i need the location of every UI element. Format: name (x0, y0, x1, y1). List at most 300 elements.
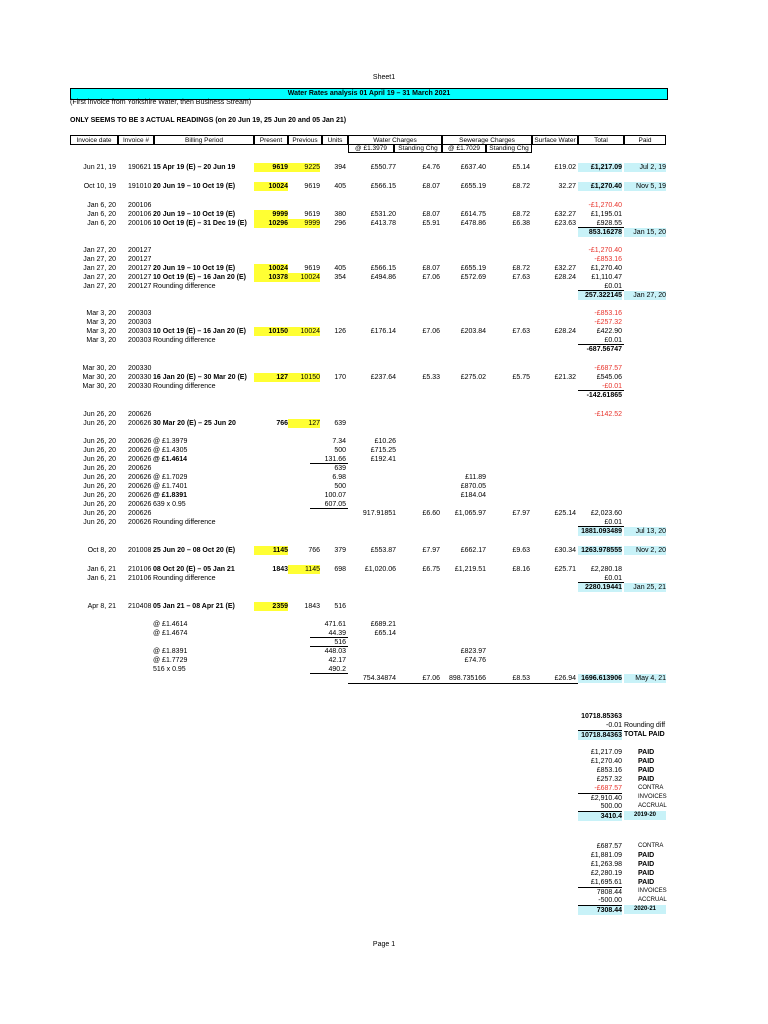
cell-period: @ £1.4614 (153, 621, 188, 628)
cell-wsc: £7.06 (422, 675, 440, 682)
cell-present: 10150 (254, 327, 288, 336)
cell-period: 16 Jan 20 (E) – 30 Mar 20 (E) (153, 374, 247, 381)
cell-inv: 210408 (128, 603, 152, 610)
cell-present: 1843 (272, 566, 288, 573)
cell-total: 1263.978555 (578, 546, 622, 555)
cell-date: Jan 27, 20 (83, 274, 116, 281)
summary-value: £1,881.09 (590, 852, 622, 859)
cell-units: 44.39 (328, 630, 346, 637)
cell-present: 10024 (254, 182, 288, 191)
cell-present: 1145 (254, 546, 288, 555)
summary-rounding-value: -0.01 (606, 722, 622, 729)
cell-inv: 200626 (128, 510, 152, 517)
summary-label: PAID (638, 767, 655, 774)
cell-total: 2280.19441 (578, 583, 622, 592)
summary-label: PAID (638, 870, 655, 877)
header-sewerage-rate: @ £1.7029 (442, 144, 486, 153)
cell-inv: 200626 (128, 492, 152, 499)
cell-total: £1,270.40 (590, 265, 622, 272)
cell-total: -£1,270.40 (588, 202, 622, 209)
cell-date: Mar 3, 20 (86, 319, 116, 326)
cell-date: Jun 26, 20 (83, 474, 116, 481)
summary-total-paid-label: TOTAL PAID (624, 731, 665, 738)
cell-date: Jan 27, 20 (83, 265, 116, 272)
cell-surf: £25.71 (554, 566, 576, 573)
cell-date: Mar 30, 20 (82, 365, 116, 372)
cell-surf: £28.24 (554, 274, 576, 281)
header-units: Units (322, 135, 348, 145)
cell-units: 380 (334, 211, 346, 218)
summary-value: £1,263.98 (590, 861, 622, 868)
cell-total: £0.01 (604, 519, 622, 526)
cell-inv: 200127 (128, 247, 152, 254)
cell-ssc: £5.75 (512, 374, 530, 381)
cell-water: £566.15 (370, 183, 396, 190)
summary-label: PAID (638, 776, 655, 783)
cell-water: £566.15 (370, 265, 396, 272)
cell-sew: £614.75 (460, 211, 486, 218)
cell-period: Rounding difference (153, 283, 216, 290)
cell-paid: May 4, 21 (624, 674, 666, 683)
cell-paid: Nov 5, 19 (624, 182, 666, 191)
cell-previous: 1843 (304, 603, 320, 610)
summary-label: 2019-20 (624, 811, 666, 820)
cell-surf: £25.14 (554, 510, 576, 517)
cell-period: Rounding difference (153, 383, 216, 390)
cell-surf: £30.34 (554, 547, 576, 554)
cell-wsc: £8.07 (422, 265, 440, 272)
cell-paid: Jul 2, 19 (624, 163, 666, 172)
cell-date: Mar 30, 20 (82, 383, 116, 390)
cell-date: Jan 6, 21 (87, 575, 116, 582)
cell-units: 639 (334, 420, 346, 427)
cell-period: 20 Jun 19 – 10 Oct 19 (E) (153, 183, 236, 190)
summary-value: £2,280.19 (590, 870, 622, 877)
cell-units: 516 (334, 603, 346, 610)
cell-total: -£1,270.40 (588, 247, 622, 254)
cell-inv: 200127 (128, 256, 152, 263)
cell-date: Jun 26, 20 (83, 510, 116, 517)
header-surface-water: Surface Water (532, 135, 578, 145)
cell-units: 6.98 (332, 474, 346, 481)
cell-units: 607.05 (324, 501, 346, 508)
cell-period: @ £1.4305 (153, 447, 188, 454)
cell-present: 9999 (254, 210, 288, 219)
summary-label: CONTRA (638, 785, 664, 791)
summary-label: PAID (638, 749, 655, 756)
cell-period: @ £1.7029 (153, 474, 188, 481)
rule (578, 344, 624, 345)
cell-inv: 191010 (128, 183, 152, 190)
header-sewerage-charges: Sewerage Charges (442, 135, 532, 145)
cell-inv: 200127 (128, 283, 152, 290)
summary-label: PAID (638, 852, 655, 859)
cell-date: Oct 8, 20 (87, 547, 116, 554)
cell-sew: £572.69 (460, 274, 486, 281)
summary-label: ACCRUAL (638, 897, 667, 903)
summary-value: 3410.4 (578, 811, 622, 821)
cell-date: Jun 26, 20 (83, 501, 116, 508)
cell-present: 127 (254, 373, 288, 382)
cell-previous: 1145 (288, 565, 320, 574)
cell-total: -142.61865 (586, 392, 622, 399)
cell-ssc: £7.63 (512, 328, 530, 335)
cell-inv: 200330 (128, 383, 152, 390)
cell-water: £65.14 (374, 630, 396, 637)
rule (578, 526, 624, 527)
cell-total: -£853.16 (594, 256, 622, 263)
summary-value: £1,270.40 (590, 758, 622, 765)
cell-date: Jun 26, 20 (83, 519, 116, 526)
cell-date: Jan 6, 20 (87, 211, 116, 218)
cell-period: 08 Oct 20 (E) – 05 Jan 21 (153, 566, 235, 573)
cell-wsc: £5.33 (422, 374, 440, 381)
cell-period: 10 Oct 19 (E) – 31 Dec 19 (E) (153, 220, 247, 227)
cell-sew: £655.19 (460, 265, 486, 272)
rule (310, 508, 348, 509)
cell-total: 257.322145 (578, 291, 622, 300)
cell-surf: 32.27 (558, 183, 576, 190)
cell-previous: 9619 (304, 211, 320, 218)
cell-ssc: £5.14 (512, 164, 530, 171)
cell-ssc: £8.72 (512, 183, 530, 190)
cell-wsc: £4.76 (422, 164, 440, 171)
cell-inv: 200330 (128, 365, 152, 372)
cell-previous: 9999 (288, 219, 320, 228)
cell-units: 126 (334, 328, 346, 335)
cell-total: £2,023.60 (590, 510, 622, 517)
cell-ssc: £7.97 (512, 510, 530, 517)
cell-units: 500 (334, 483, 346, 490)
cell-period: @ £1.8391 (153, 492, 188, 499)
cell-period: 30 Mar 20 (E) – 25 Jun 20 (153, 420, 236, 427)
cell-water: £237.64 (370, 374, 396, 381)
cell-period: 10 Oct 19 (E) – 16 Jan 20 (E) (153, 328, 246, 335)
header-water-rate: @ £1.3979 (348, 144, 394, 153)
cell-surf: £23.63 (554, 220, 576, 227)
cell-inv: 200303 (128, 310, 152, 317)
cell-wsc: £5.91 (422, 220, 440, 227)
cell-wsc: £7.06 (422, 274, 440, 281)
cell-inv: 200330 (128, 374, 152, 381)
summary-value: £1,217.09 (590, 749, 622, 756)
cell-date: Jun 26, 20 (83, 447, 116, 454)
cell-sew: £662.17 (460, 547, 486, 554)
header-billing-period: Billing Period (154, 135, 254, 145)
cell-surf: £32.27 (554, 265, 576, 272)
summary-label: INVOICES (638, 888, 667, 894)
cell-total: 1696.613906 (578, 674, 622, 683)
cell-inv: 200303 (128, 337, 152, 344)
page-footer: Page 1 (372, 941, 396, 948)
cell-total: £1,270.40 (578, 182, 622, 191)
summary-label: INVOICES (638, 794, 667, 800)
cell-inv: 200626 (128, 438, 152, 445)
summary-label: PAID (638, 879, 655, 886)
cell-period: 639 x 0.95 (153, 501, 186, 508)
cell-total: £2,280.18 (590, 566, 622, 573)
cell-date: Jun 26, 20 (83, 483, 116, 490)
cell-wsc: £8.07 (422, 211, 440, 218)
cell-water: £715.25 (370, 447, 396, 454)
cell-sew: £478.86 (460, 220, 486, 227)
cell-period: @ £1.7401 (153, 483, 188, 490)
cell-date: Jan 6, 21 (87, 566, 116, 573)
cell-period: @ £1.3979 (153, 438, 188, 445)
cell-period: @ £1.4674 (153, 630, 188, 637)
cell-total: -£687.57 (594, 365, 622, 372)
cell-inv: 210106 (128, 566, 152, 573)
cell-date: Jan 27, 20 (83, 283, 116, 290)
cell-ssc: £8.53 (512, 675, 530, 682)
cell-present: 766 (276, 420, 288, 427)
cell-ssc: £8.72 (512, 211, 530, 218)
cell-previous: 127 (288, 419, 320, 428)
cell-sew: £184.04 (460, 492, 486, 499)
cell-inv: 201008 (128, 547, 152, 554)
cell-date: Jan 27, 20 (83, 247, 116, 254)
cell-date: Mar 3, 20 (86, 328, 116, 335)
cell-water: £550.77 (370, 164, 396, 171)
cell-units: 170 (334, 374, 346, 381)
cell-wsc: £8.07 (422, 183, 440, 190)
cell-total: £0.01 (604, 283, 622, 290)
cell-water: 917.91851 (362, 510, 396, 517)
cell-wsc: £7.97 (422, 547, 440, 554)
cell-present: 9619 (254, 163, 288, 172)
cell-total: £0.01 (604, 337, 622, 344)
cell-total: -£142.52 (594, 411, 622, 418)
cell-period: 20 Jun 19 – 10 Oct 19 (E) (153, 265, 236, 272)
summary-value: £257.32 (596, 776, 622, 783)
cell-previous: 766 (308, 547, 320, 554)
cell-ssc: £7.63 (512, 274, 530, 281)
cell-period: @ £1.4614 (153, 456, 188, 463)
cell-inv: 200106 (128, 211, 152, 218)
cell-sew: £203.84 (460, 328, 486, 335)
summary-value: 7808.44 (578, 887, 622, 897)
cell-total: £928.55 (596, 220, 622, 227)
cell-sew: £275.02 (460, 374, 486, 381)
cell-units: 42.17 (328, 657, 346, 664)
cell-present: 10024 (254, 264, 288, 273)
header-present: Present (254, 135, 288, 145)
rule (310, 463, 348, 464)
header-water-standing-charge: Standing Chg (394, 144, 442, 153)
cell-surf: £28.24 (554, 328, 576, 335)
cell-period: Rounding difference (153, 519, 216, 526)
cell-sew: £870.05 (460, 483, 486, 490)
cell-period: 15 Apr 19 (E) – 20 Jun 19 (153, 164, 236, 171)
cell-water: £10.26 (374, 438, 396, 445)
cell-total: -£257.32 (594, 319, 622, 326)
summary-label: PAID (638, 758, 655, 765)
cell-wsc: £6.60 (422, 510, 440, 517)
cell-period: 25 Jun 20 – 08 Oct 20 (E) (153, 547, 236, 554)
cell-sew: £11.89 (465, 474, 486, 481)
cell-sew: £1,065.97 (454, 510, 486, 517)
cell-inv: 200626 (128, 483, 152, 490)
cell-inv: 200127 (128, 274, 152, 281)
cell-units: 7.34 (332, 438, 346, 445)
cell-present: 10296 (254, 219, 288, 228)
cell-surf: £21.32 (554, 374, 576, 381)
cell-inv: 200303 (128, 328, 152, 335)
cell-total: £0.01 (604, 575, 622, 582)
cell-inv: 200626 (128, 420, 152, 427)
cell-units: 405 (334, 265, 346, 272)
cell-period: 10 Oct 19 (E) – 16 Jan 20 (E) (153, 274, 246, 281)
header-total: Total (578, 135, 624, 145)
cell-period: 20 Jun 19 – 10 Oct 19 (E) (153, 211, 236, 218)
cell-date: Jun 26, 20 (83, 465, 116, 472)
cell-present: 2359 (254, 602, 288, 611)
cell-period: Rounding difference (153, 337, 216, 344)
header-invoice-number: Invoice # (118, 135, 154, 145)
cell-water: £553.87 (370, 547, 396, 554)
cell-wsc: £7.06 (422, 328, 440, 335)
cell-paid: Jan 15, 20 (624, 228, 666, 237)
cell-ssc: £9.63 (512, 547, 530, 554)
cell-water: £689.21 (370, 621, 396, 628)
cell-date: Jun 26, 20 (83, 420, 116, 427)
rule (310, 637, 348, 638)
summary-value: 500.00 (600, 803, 622, 810)
summary-rounding-label: Rounding diff (624, 722, 666, 729)
cell-date: Mar 30, 20 (82, 374, 116, 381)
cell-inv: 200106 (128, 202, 152, 209)
summary-value: £1,695.61 (590, 879, 622, 886)
rule (578, 227, 624, 228)
cell-total: -£0.01 (602, 383, 622, 390)
cell-inv: 200127 (128, 265, 152, 272)
cell-date: Oct 10, 19 (83, 183, 116, 190)
summary-value: -£687.57 (594, 785, 622, 792)
cell-units: 405 (334, 183, 346, 190)
title-banner: Water Rates analysis 01 April 19 – 31 March 2021 (70, 88, 668, 100)
summary-label: 2020-21 (624, 905, 666, 914)
summary-value: £853.16 (596, 767, 622, 774)
cell-units: 490.2 (328, 666, 346, 673)
cell-units: 471.61 (324, 621, 346, 628)
summary-value: 7308.44 (578, 905, 622, 915)
cell-sew: £74.76 (464, 657, 486, 664)
cell-surf: £19.02 (554, 164, 576, 171)
cell-sew: £637.40 (460, 164, 486, 171)
cell-previous: 10150 (288, 373, 320, 382)
cell-paid: Jan 25, 21 (624, 583, 666, 592)
summary-label: CONTRA (638, 843, 664, 849)
rule (578, 582, 624, 583)
cell-sew: £823.97 (460, 648, 486, 655)
header-paid: Paid (624, 135, 666, 145)
summary-value: -500.00 (598, 897, 622, 904)
summary-value: £2,910.40 (578, 793, 622, 803)
cell-units: 500 (334, 447, 346, 454)
source-note: (First invoice from Yorkshire Water, then Business Stream) (70, 99, 252, 106)
cell-date: Apr 8, 21 (87, 603, 116, 610)
cell-previous: 10024 (288, 273, 320, 282)
cell-units: 516 (334, 639, 346, 646)
header-water-charges: Water Charges (348, 135, 442, 145)
cell-sew: 898.735166 (449, 675, 486, 682)
cell-date: Jan 6, 20 (87, 220, 116, 227)
cell-previous: 9619 (304, 183, 320, 190)
header-previous: Previous (288, 135, 322, 145)
cell-units: 394 (334, 164, 346, 171)
cell-date: Jun 26, 20 (83, 456, 116, 463)
cell-water: £413.78 (370, 220, 396, 227)
cell-paid: Jul 13, 20 (624, 527, 666, 536)
cell-previous: 9619 (304, 265, 320, 272)
cell-previous: 10024 (288, 327, 320, 336)
summary-label: ACCRUAL (638, 803, 667, 809)
summary-value: £687.57 (596, 843, 622, 850)
cell-inv: 200106 (128, 220, 152, 227)
cell-paid: Nov 2, 20 (624, 546, 666, 555)
cell-date: Jan 27, 20 (83, 256, 116, 263)
cell-total: -687.56747 (586, 346, 622, 353)
cell-sew: £655.19 (460, 183, 486, 190)
cell-total: -£853.16 (594, 310, 622, 317)
cell-inv: 200303 (128, 319, 152, 326)
cell-period: @ £1.8391 (153, 648, 188, 655)
cell-previous: 9225 (288, 163, 320, 172)
cell-period: @ £1.7729 (153, 657, 188, 664)
rule (310, 646, 348, 647)
cell-date: Mar 3, 20 (86, 337, 116, 344)
cell-period: 05 Jan 21 – 08 Apr 21 (E) (153, 603, 235, 610)
cell-inv: 210106 (128, 575, 152, 582)
cell-total: 853.16278 (578, 228, 622, 237)
cell-water: £192.41 (370, 456, 396, 463)
cell-total: £422.90 (596, 328, 622, 335)
cell-total: £1,110.47 (591, 274, 622, 281)
cell-inv: 190621 (128, 164, 152, 171)
sheet-title: Sheet1 (372, 74, 396, 81)
cell-date: Jun 26, 20 (83, 492, 116, 499)
cell-inv: 200626 (128, 465, 152, 472)
cell-units: 639 (334, 465, 346, 472)
cell-paid: Jan 27, 20 (624, 291, 666, 300)
header-invoice-date: Invoice date (70, 135, 118, 145)
cell-units: 131.66 (324, 456, 346, 463)
cell-surf: £26.94 (554, 675, 576, 682)
readings-note: ONLY SEEMS TO BE 3 ACTUAL READINGS (on 20 Jun 19, 25 Jun 20 and 05 Jan 21) (70, 117, 347, 124)
cell-units: 100.07 (324, 492, 346, 499)
cell-total: 1881.093489 (578, 527, 622, 536)
summary-total-paid-value: 10718.84363 (578, 730, 622, 740)
header-sewerage-standing-charge: Standing Chg (486, 144, 532, 153)
cell-period: 516 x 0.95 (153, 666, 186, 673)
cell-total: £1,195.01 (590, 211, 622, 218)
cell-inv: 200626 (128, 411, 152, 418)
cell-units: 379 (334, 547, 346, 554)
cell-sew: £1,219.51 (454, 566, 486, 573)
rule (348, 683, 578, 684)
cell-units: 448.03 (324, 648, 346, 655)
rule (578, 390, 624, 391)
cell-total: £545.06 (596, 374, 622, 381)
cell-date: Jan 6, 20 (87, 202, 116, 209)
cell-present: 10378 (254, 273, 288, 282)
cell-water: £531.20 (370, 211, 396, 218)
cell-date: Jun 26, 20 (83, 438, 116, 445)
cell-surf: £32.27 (554, 211, 576, 218)
cell-wsc: £6.75 (422, 566, 440, 573)
cell-date: Jun 21, 19 (83, 164, 116, 171)
cell-period: Rounding difference (153, 575, 216, 582)
